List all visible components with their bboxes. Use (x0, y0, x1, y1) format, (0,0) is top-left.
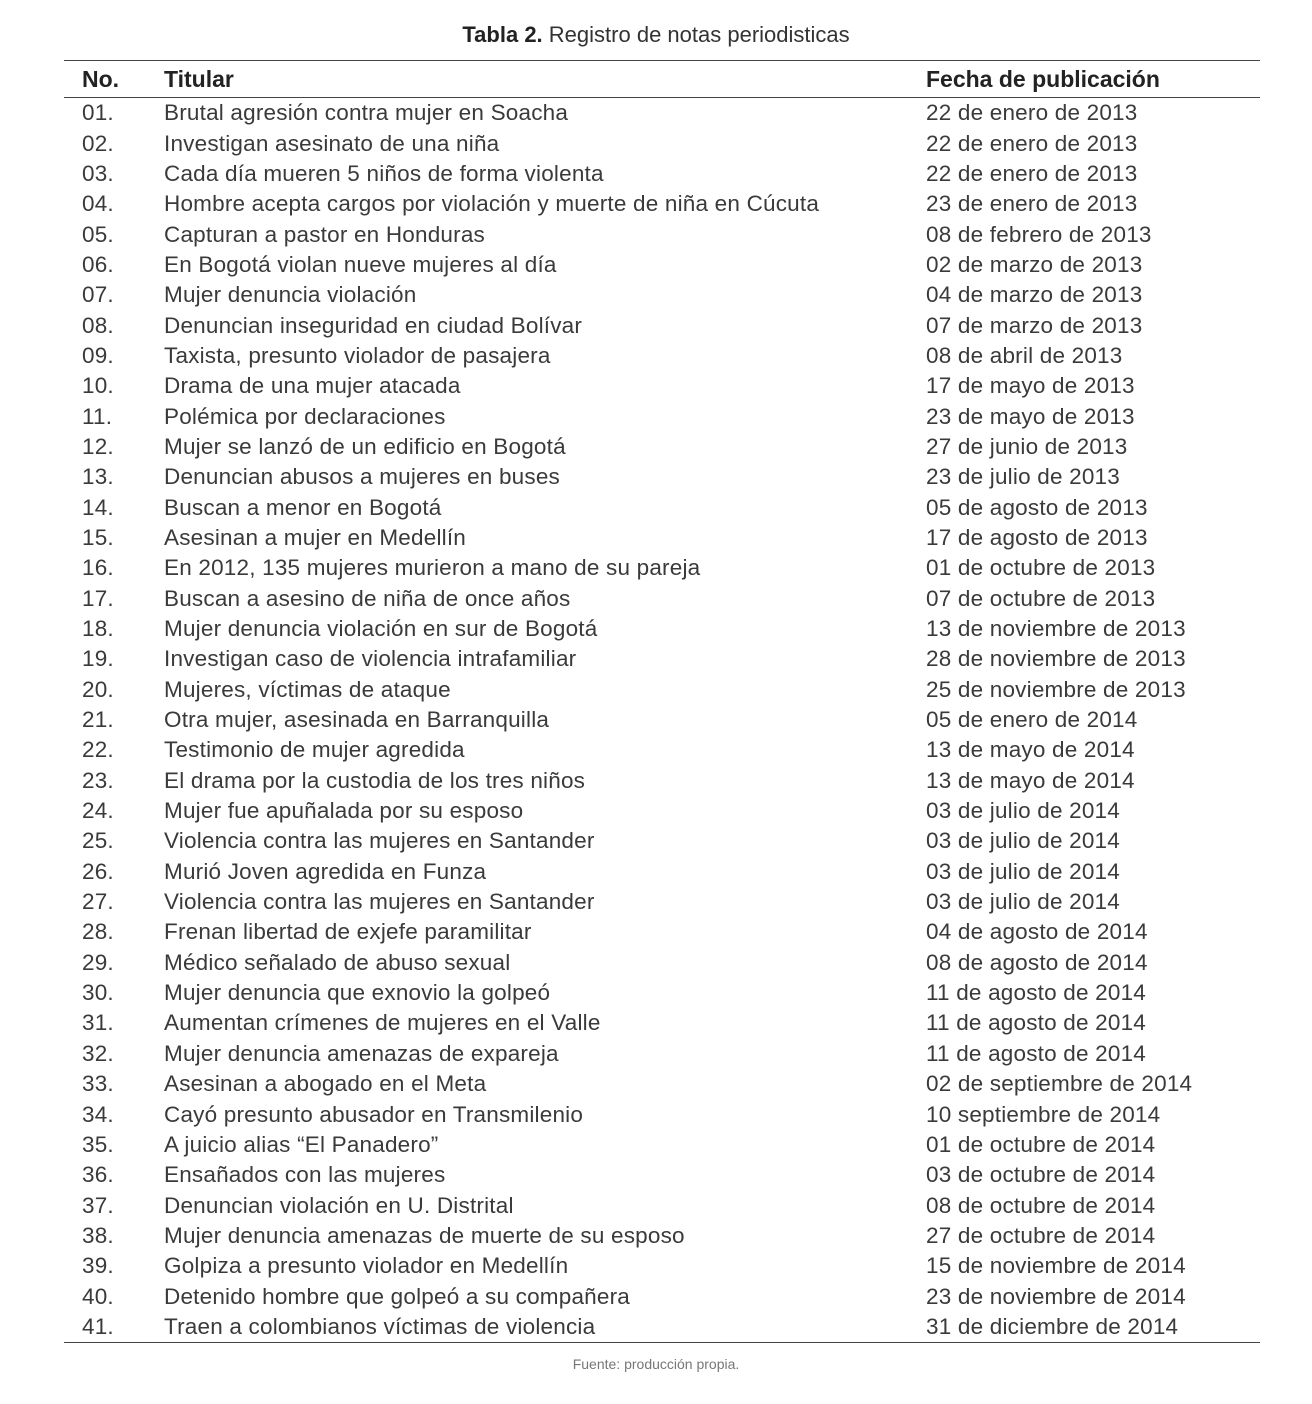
table-row (64, 310, 1260, 340)
cell-title: Brutal agresión contra mujer en Soacha (164, 100, 569, 126)
cell-title: Taxista, presunto violador de pasajera (164, 342, 551, 368)
caption-label: Tabla 2. (462, 22, 543, 47)
cell-no: 02. (82, 130, 114, 156)
cell-title: Ensañados con las mujeres (164, 1162, 446, 1188)
table-row (64, 128, 1260, 158)
table-row (64, 462, 1260, 492)
cell-title: Mujer denuncia violación en sur de Bogotá (164, 616, 598, 642)
cell-no: 31. (82, 1010, 114, 1036)
cell-date: 05 de enero de 2014 (926, 707, 1138, 733)
cell-no: 07. (82, 282, 114, 308)
table-row (64, 1130, 1260, 1160)
header-no: No. (82, 65, 120, 92)
cell-no: 41. (82, 1313, 114, 1339)
table-row (64, 826, 1260, 856)
table-row (64, 98, 1260, 128)
cell-no: 24. (82, 798, 114, 824)
cell-no: 25. (82, 828, 114, 854)
cell-date: 10 septiembre de 2014 (926, 1101, 1161, 1127)
cell-title: Mujeres, víctimas de ataque (164, 676, 451, 702)
cell-date: 23 de enero de 2013 (926, 191, 1138, 217)
cell-date: 13 de mayo de 2014 (926, 767, 1135, 793)
table-row (64, 948, 1260, 978)
table-row (64, 341, 1260, 371)
cell-no: 06. (82, 251, 114, 277)
cell-date: 08 de agosto de 2014 (926, 949, 1148, 975)
table-row (64, 675, 1260, 705)
cell-title: Testimonio de mujer agredida (164, 737, 465, 763)
table-row (64, 1008, 1260, 1038)
cell-title: El drama por la custodia de los tres niños (164, 767, 586, 793)
cell-date: 11 de agosto de 2014 (926, 1010, 1147, 1036)
table-header (64, 61, 1260, 97)
table-row (64, 432, 1260, 462)
cell-date: 08 de febrero de 2013 (926, 221, 1152, 247)
cell-date: 23 de julio de 2013 (926, 464, 1120, 490)
table-row (64, 796, 1260, 826)
cell-date: 13 de mayo de 2014 (926, 737, 1135, 763)
cell-date: 08 de abril de 2013 (926, 342, 1123, 368)
cell-title: Murió Joven agredida en Funza (164, 858, 487, 884)
cell-title: Cada día mueren 5 niños de forma violenta (164, 160, 604, 186)
cell-no: 18. (82, 616, 114, 642)
cell-no: 40. (82, 1283, 114, 1309)
cell-date: 15 de noviembre de 2014 (926, 1253, 1186, 1279)
cell-no: 34. (82, 1101, 114, 1127)
cell-title: En 2012, 135 mujeres murieron a mano de su pareja (164, 555, 701, 581)
cell-title: Asesinan a abogado en el Meta (164, 1071, 487, 1097)
cell-no: 01. (82, 100, 114, 126)
table-row (64, 857, 1260, 887)
news-table (64, 60, 1260, 1343)
cell-date: 27 de junio de 2013 (926, 433, 1128, 459)
cell-no: 30. (82, 980, 114, 1006)
cell-title: Buscan a asesino de niña de once años (164, 585, 571, 611)
table-row (64, 1099, 1260, 1129)
cell-date: 07 de octubre de 2013 (926, 585, 1156, 611)
cell-title: Mujer fue apuñalada por su esposo (164, 798, 524, 824)
cell-no: 20. (82, 676, 114, 702)
cell-title: Mujer se lanzó de un edificio en Bogotá (164, 433, 566, 459)
table-row (64, 250, 1260, 280)
cell-no: 28. (82, 919, 114, 945)
cell-date: 03 de julio de 2014 (926, 798, 1120, 824)
table-caption (0, 22, 1312, 48)
cell-date: 01 de octubre de 2013 (926, 555, 1156, 581)
table-row (64, 614, 1260, 644)
table-row (64, 735, 1260, 765)
cell-title: Cayó presunto abusador en Transmilenio (164, 1101, 584, 1127)
cell-title: Mujer denuncia violación (164, 282, 417, 308)
table-row (64, 219, 1260, 249)
cell-date: 08 de octubre de 2014 (926, 1192, 1156, 1218)
cell-date: 31 de diciembre de 2014 (926, 1313, 1179, 1339)
table-row (64, 1251, 1260, 1281)
cell-no: 12. (82, 433, 114, 459)
header-date: Fecha de publicación (926, 65, 1160, 92)
cell-title: Otra mujer, asesinada en Barranquilla (164, 707, 550, 733)
table-row (64, 553, 1260, 583)
cell-date: 28 de noviembre de 2013 (926, 646, 1186, 672)
cell-title: Asesinan a mujer en Medellín (164, 524, 467, 550)
cell-no: 13. (82, 464, 114, 490)
table-row (64, 584, 1260, 614)
cell-no: 16. (82, 555, 114, 581)
table-row (64, 1312, 1260, 1342)
table-row (64, 1190, 1260, 1220)
cell-date: 05 de agosto de 2013 (926, 494, 1148, 520)
cell-no: 05. (82, 221, 114, 247)
cell-date: 03 de octubre de 2014 (926, 1162, 1156, 1188)
table-row (64, 705, 1260, 735)
cell-title: Violencia contra las mujeres en Santander (164, 889, 595, 915)
table-row (64, 523, 1260, 553)
cell-no: 36. (82, 1162, 114, 1188)
cell-date: 02 de septiembre de 2014 (926, 1071, 1193, 1097)
cell-date: 04 de agosto de 2014 (926, 919, 1148, 945)
table-row (64, 1069, 1260, 1099)
cell-title: En Bogotá violan nueve mujeres al día (164, 251, 557, 277)
cell-title: Investigan asesinato de una niña (164, 130, 500, 156)
cell-date: 23 de noviembre de 2014 (926, 1283, 1186, 1309)
cell-date: 03 de julio de 2014 (926, 889, 1120, 915)
cell-no: 39. (82, 1253, 114, 1279)
cell-title: Frenan libertad de exjefe paramilitar (164, 919, 532, 945)
cell-no: 17. (82, 585, 114, 611)
cell-title: Mujer denuncia amenazas de expareja (164, 1040, 559, 1066)
cell-no: 04. (82, 191, 114, 217)
table-row (64, 401, 1260, 431)
cell-no: 29. (82, 949, 114, 975)
cell-title: Denuncian inseguridad en ciudad Bolívar (164, 312, 583, 338)
cell-date: 01 de octubre de 2014 (926, 1131, 1156, 1157)
cell-title: Médico señalado de abuso sexual (164, 949, 511, 975)
cell-no: 09. (82, 342, 114, 368)
cell-no: 33. (82, 1071, 114, 1097)
cell-date: 11 de agosto de 2014 (926, 980, 1147, 1006)
table-row (64, 159, 1260, 189)
cell-title: Violencia contra las mujeres en Santander (164, 828, 595, 854)
cell-no: 08. (82, 312, 114, 338)
cell-date: 27 de octubre de 2014 (926, 1222, 1156, 1248)
cell-no: 23. (82, 767, 114, 793)
cell-no: 10. (82, 373, 114, 399)
cell-no: 26. (82, 858, 114, 884)
table-row (64, 371, 1260, 401)
table-row (64, 644, 1260, 674)
cell-no: 11. (82, 403, 113, 429)
cell-title: Golpiza a presunto violador en Medellín (164, 1253, 569, 1279)
cell-title: Hombre acepta cargos por violación y muerte de niña en Cúcuta (164, 191, 820, 217)
header-title: Titular (164, 65, 234, 92)
cell-date: 17 de mayo de 2013 (926, 373, 1135, 399)
cell-no: 21. (82, 707, 114, 733)
table-row (64, 280, 1260, 310)
cell-date: 23 de mayo de 2013 (926, 403, 1135, 429)
cell-no: 38. (82, 1222, 114, 1248)
cell-date: 22 de enero de 2013 (926, 160, 1138, 186)
table-row (64, 1281, 1260, 1311)
table-row (64, 1160, 1260, 1190)
cell-title: Mujer denuncia que exnovio la golpeó (164, 980, 551, 1006)
cell-no: 19. (82, 646, 114, 672)
cell-title: A juicio alias “El Panadero” (164, 1131, 439, 1157)
cell-title: Capturan a pastor en Honduras (164, 221, 485, 247)
table-row (64, 1221, 1260, 1251)
cell-date: 11 de agosto de 2014 (926, 1040, 1147, 1066)
cell-no: 37. (82, 1192, 114, 1218)
cell-no: 22. (82, 737, 114, 763)
cell-title: Polémica por declaraciones (164, 403, 446, 429)
cell-date: 22 de enero de 2013 (926, 100, 1138, 126)
cell-date: 03 de julio de 2014 (926, 858, 1120, 884)
table-row (64, 766, 1260, 796)
table-row (64, 189, 1260, 219)
table-bottom-rule (64, 1342, 1260, 1343)
cell-no: 15. (82, 524, 114, 550)
cell-date: 02 de marzo de 2013 (926, 251, 1143, 277)
cell-date: 17 de agosto de 2013 (926, 524, 1148, 550)
cell-no: 14. (82, 494, 114, 520)
cell-date: 25 de noviembre de 2013 (926, 676, 1186, 702)
cell-date: 04 de marzo de 2013 (926, 282, 1143, 308)
cell-no: 35. (82, 1131, 114, 1157)
cell-title: Investigan caso de violencia intrafamiliar (164, 646, 577, 672)
cell-no: 32. (82, 1040, 114, 1066)
cell-title: Detenido hombre que golpeó a su compañera (164, 1283, 631, 1309)
cell-title: Traen a colombianos víctimas de violencia (164, 1313, 596, 1339)
cell-date: 07 de marzo de 2013 (926, 312, 1143, 338)
cell-title: Aumentan crímenes de mujeres en el Valle (164, 1010, 601, 1036)
table-body (64, 98, 1260, 1342)
cell-date: 13 de noviembre de 2013 (926, 616, 1186, 642)
cell-title: Mujer denuncia amenazas de muerte de su esposo (164, 1222, 685, 1248)
cell-title: Buscan a menor en Bogotá (164, 494, 442, 520)
table-row (64, 917, 1260, 947)
cell-no: 27. (82, 889, 114, 915)
table-row (64, 1039, 1260, 1069)
caption-title: Registro de notas periodisticas (548, 22, 850, 47)
cell-date: 22 de enero de 2013 (926, 130, 1138, 156)
cell-title: Denuncian abusos a mujeres en buses (164, 464, 560, 490)
cell-title: Denuncian violación en U. Distrital (164, 1192, 514, 1218)
cell-title: Drama de una mujer atacada (164, 373, 461, 399)
table-source: Fuente: producción propia. (572, 1356, 740, 1372)
cell-date: 03 de julio de 2014 (926, 828, 1120, 854)
table-row (64, 492, 1260, 522)
cell-no: 03. (82, 160, 114, 186)
table-row (64, 887, 1260, 917)
table-row (64, 978, 1260, 1008)
